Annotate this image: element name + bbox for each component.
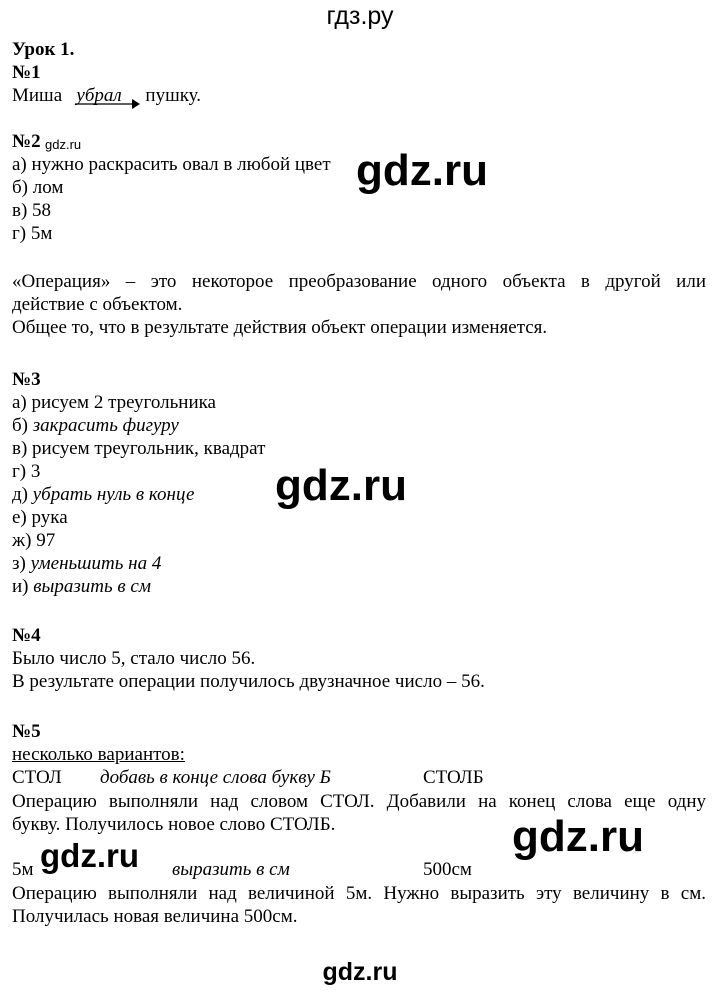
task-2-v: в) 58 [12, 200, 52, 221]
row-1-from: СТОЛ [12, 767, 62, 788]
task-1-label: №1 [12, 62, 41, 83]
watermark: gdz.ru [275, 461, 407, 510]
task-5-text-1-line-1: Операцию выполняли над словом СТОЛ. Добавили на конец слова еще одну [12, 791, 706, 812]
task-1-word-arrow-text: убрал [76, 85, 122, 106]
watermark: gdz.ru [356, 146, 488, 195]
task-3-z [12, 552, 161, 575]
task-3-a: а) рисуем 2 треугольника [12, 392, 216, 413]
lesson-title: Урок 1. [12, 39, 75, 60]
task-3-i-prefix: и) [12, 576, 34, 597]
task-3-g: г) 3 [12, 461, 41, 482]
task-2-g: г) 5м [12, 223, 53, 244]
task-1-word-before: Миша [12, 85, 63, 106]
task-4-label: №4 [12, 625, 41, 646]
task-4-line-2: В результате операции получилось двузначное число – 56. [12, 671, 485, 692]
task-2-a: а) нужно раскрасить овал в любой цвет [12, 154, 331, 175]
task-3-d-prefix: д) [12, 484, 33, 505]
task-5-text-2-line-1: Операцию выполняли над величиной 5м. Нужно выразить эту величину в см. [12, 883, 706, 904]
operation-line-3: Общее то, что в результате действия объект операции изменяется. [12, 317, 548, 338]
site-title: гдз.ру [326, 2, 394, 30]
task-5-variants: несколько вариантов: [12, 744, 185, 765]
watermark-small: gdz.ru [45, 137, 82, 152]
operation-line-1: «Операция» – это некоторое преобразование одного объекта в другой или [12, 271, 706, 292]
task-2-b: б) лом [12, 177, 64, 198]
task-1-word-arrow [76, 84, 121, 107]
row-1-operation: добавь в конце слова букву Б [100, 767, 331, 788]
watermark: gdz.ru [40, 837, 139, 874]
task-3-z-text: уменьшить на 4 [30, 553, 162, 574]
task-3-v: в) рисуем треугольник, квадрат [12, 438, 266, 459]
row-2-operation: выразить в см [172, 859, 290, 880]
task-1-word-after: пушку. [145, 85, 202, 106]
row-1-to: СТОЛБ [423, 767, 484, 788]
task-3-b [12, 414, 179, 437]
task-3-i-text: выразить в см [33, 576, 151, 597]
task-3-label: №3 [12, 369, 41, 390]
watermark: gdz.ru [512, 812, 644, 861]
operation-line-2: действие с объектом. [12, 294, 183, 315]
task-1-sentence [12, 84, 201, 107]
task-3-d-text: убрать нуль в конце [32, 484, 195, 505]
watermark-footer: gdz.ru [322, 958, 398, 986]
task-5-text-2-line-2: Получилась новая величина 500см. [12, 906, 298, 927]
task-3-zh: ж) 97 [12, 530, 56, 551]
task-5-text-1-line-2: букву. Получилось новое слово СТОЛБ. [12, 814, 336, 835]
task-4-line-1: Было число 5, стало число 56. [12, 648, 256, 669]
task-5-label: №5 [12, 721, 41, 742]
row-2-to: 500см [423, 859, 472, 880]
task-3-i [12, 575, 151, 598]
task-3-b-text: закрасить фигуру [32, 415, 179, 436]
arrow-icon [74, 96, 142, 110]
task-3-d [12, 483, 194, 506]
task-3-e: е) рука [12, 507, 68, 528]
row-2-from: 5м [12, 859, 34, 880]
task-3-b-prefix: б) [12, 415, 33, 436]
task-2-label: №2 [12, 131, 41, 152]
task-3-z-prefix: з) [12, 553, 31, 574]
